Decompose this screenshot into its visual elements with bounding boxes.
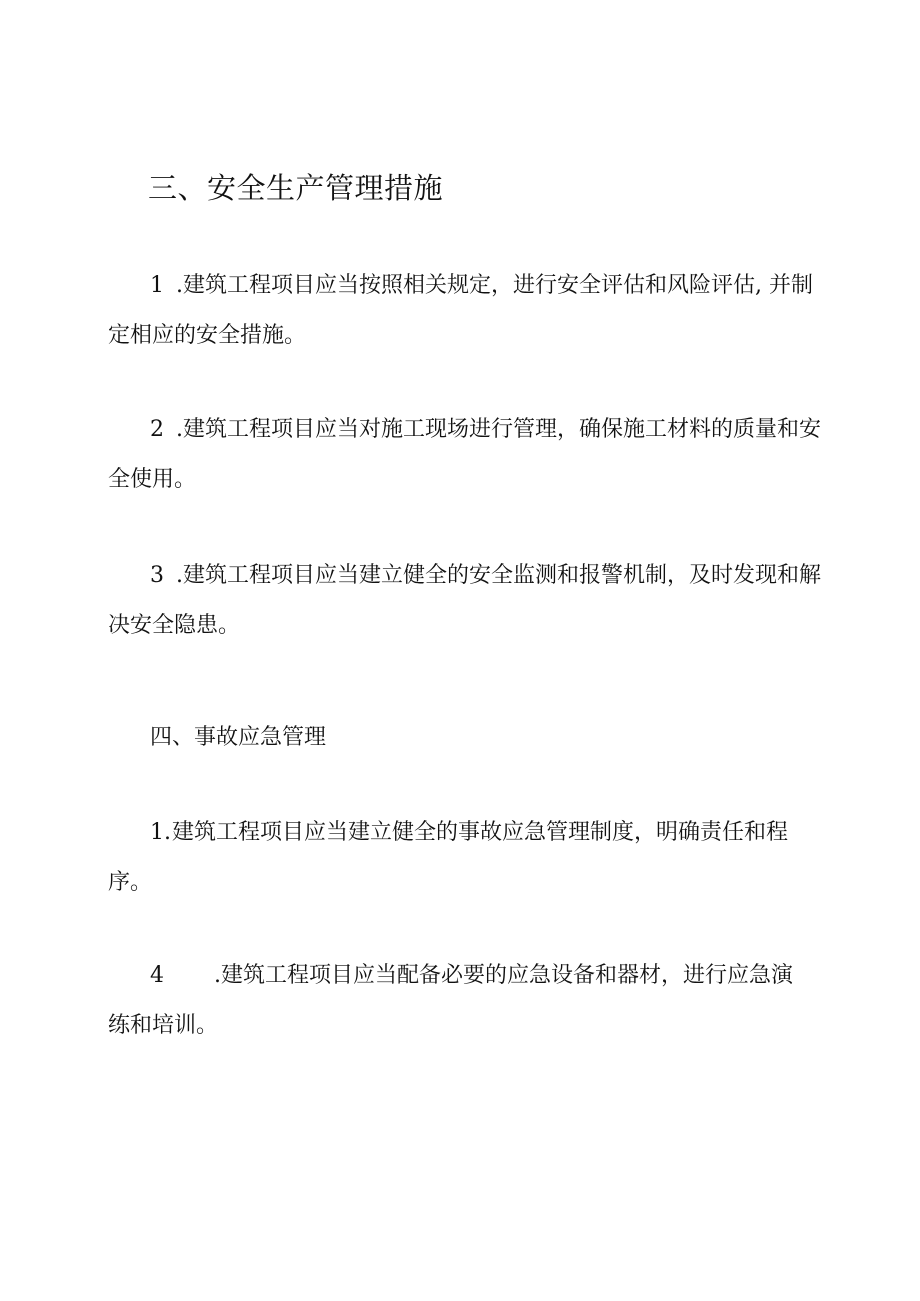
list-item-number: 3 xyxy=(150,563,164,588)
list-item-number: 2 xyxy=(150,417,164,442)
section-heading-safety-measures: 三、安全生产管理措施 xyxy=(148,171,444,205)
list-item xyxy=(108,261,828,361)
list-item-number: 4 xyxy=(150,963,164,988)
list-item-text: .建筑工程项目应当建立健全的安全监测和报警机制，及时发现和解 xyxy=(176,563,821,588)
list-item-text: .建筑工程项目应当对施工现场进行管理，确保施工材料的质量和安 xyxy=(176,417,821,442)
list-item-first-line xyxy=(108,261,828,311)
list-item-text: 建筑工程项目应当建立健全的事故应急管理制度，明确责任和程 xyxy=(172,820,789,845)
list-item-number: 1. xyxy=(150,820,171,845)
list-item-first-line xyxy=(108,551,828,601)
list-item-continuation: 练和培训。 xyxy=(108,1013,219,1038)
list-item-first-line xyxy=(108,808,828,858)
list-item xyxy=(108,808,828,908)
list-item xyxy=(108,551,828,651)
list-item-text: .建筑工程项目应当配备必要的应急设备和器材，进行应急演 xyxy=(214,963,793,988)
list-item-text: .建筑工程项目应当按照相关规定，进行安全评估和风险评估, 并制 xyxy=(176,273,813,298)
list-item-continuation: 序。 xyxy=(108,870,153,895)
section-heading-emergency-management: 四、事故应急管理 xyxy=(150,725,327,750)
list-item-first-line xyxy=(108,951,828,1001)
list-item-continuation: 决安全隐患。 xyxy=(108,613,241,638)
list-item-number: 1 xyxy=(150,273,164,298)
list-item-first-line xyxy=(108,405,828,455)
list-item xyxy=(108,405,828,505)
list-item-continuation: 全使用。 xyxy=(108,467,197,492)
list-item xyxy=(108,951,828,1051)
list-item-continuation: 定相应的安全措施。 xyxy=(108,323,307,348)
